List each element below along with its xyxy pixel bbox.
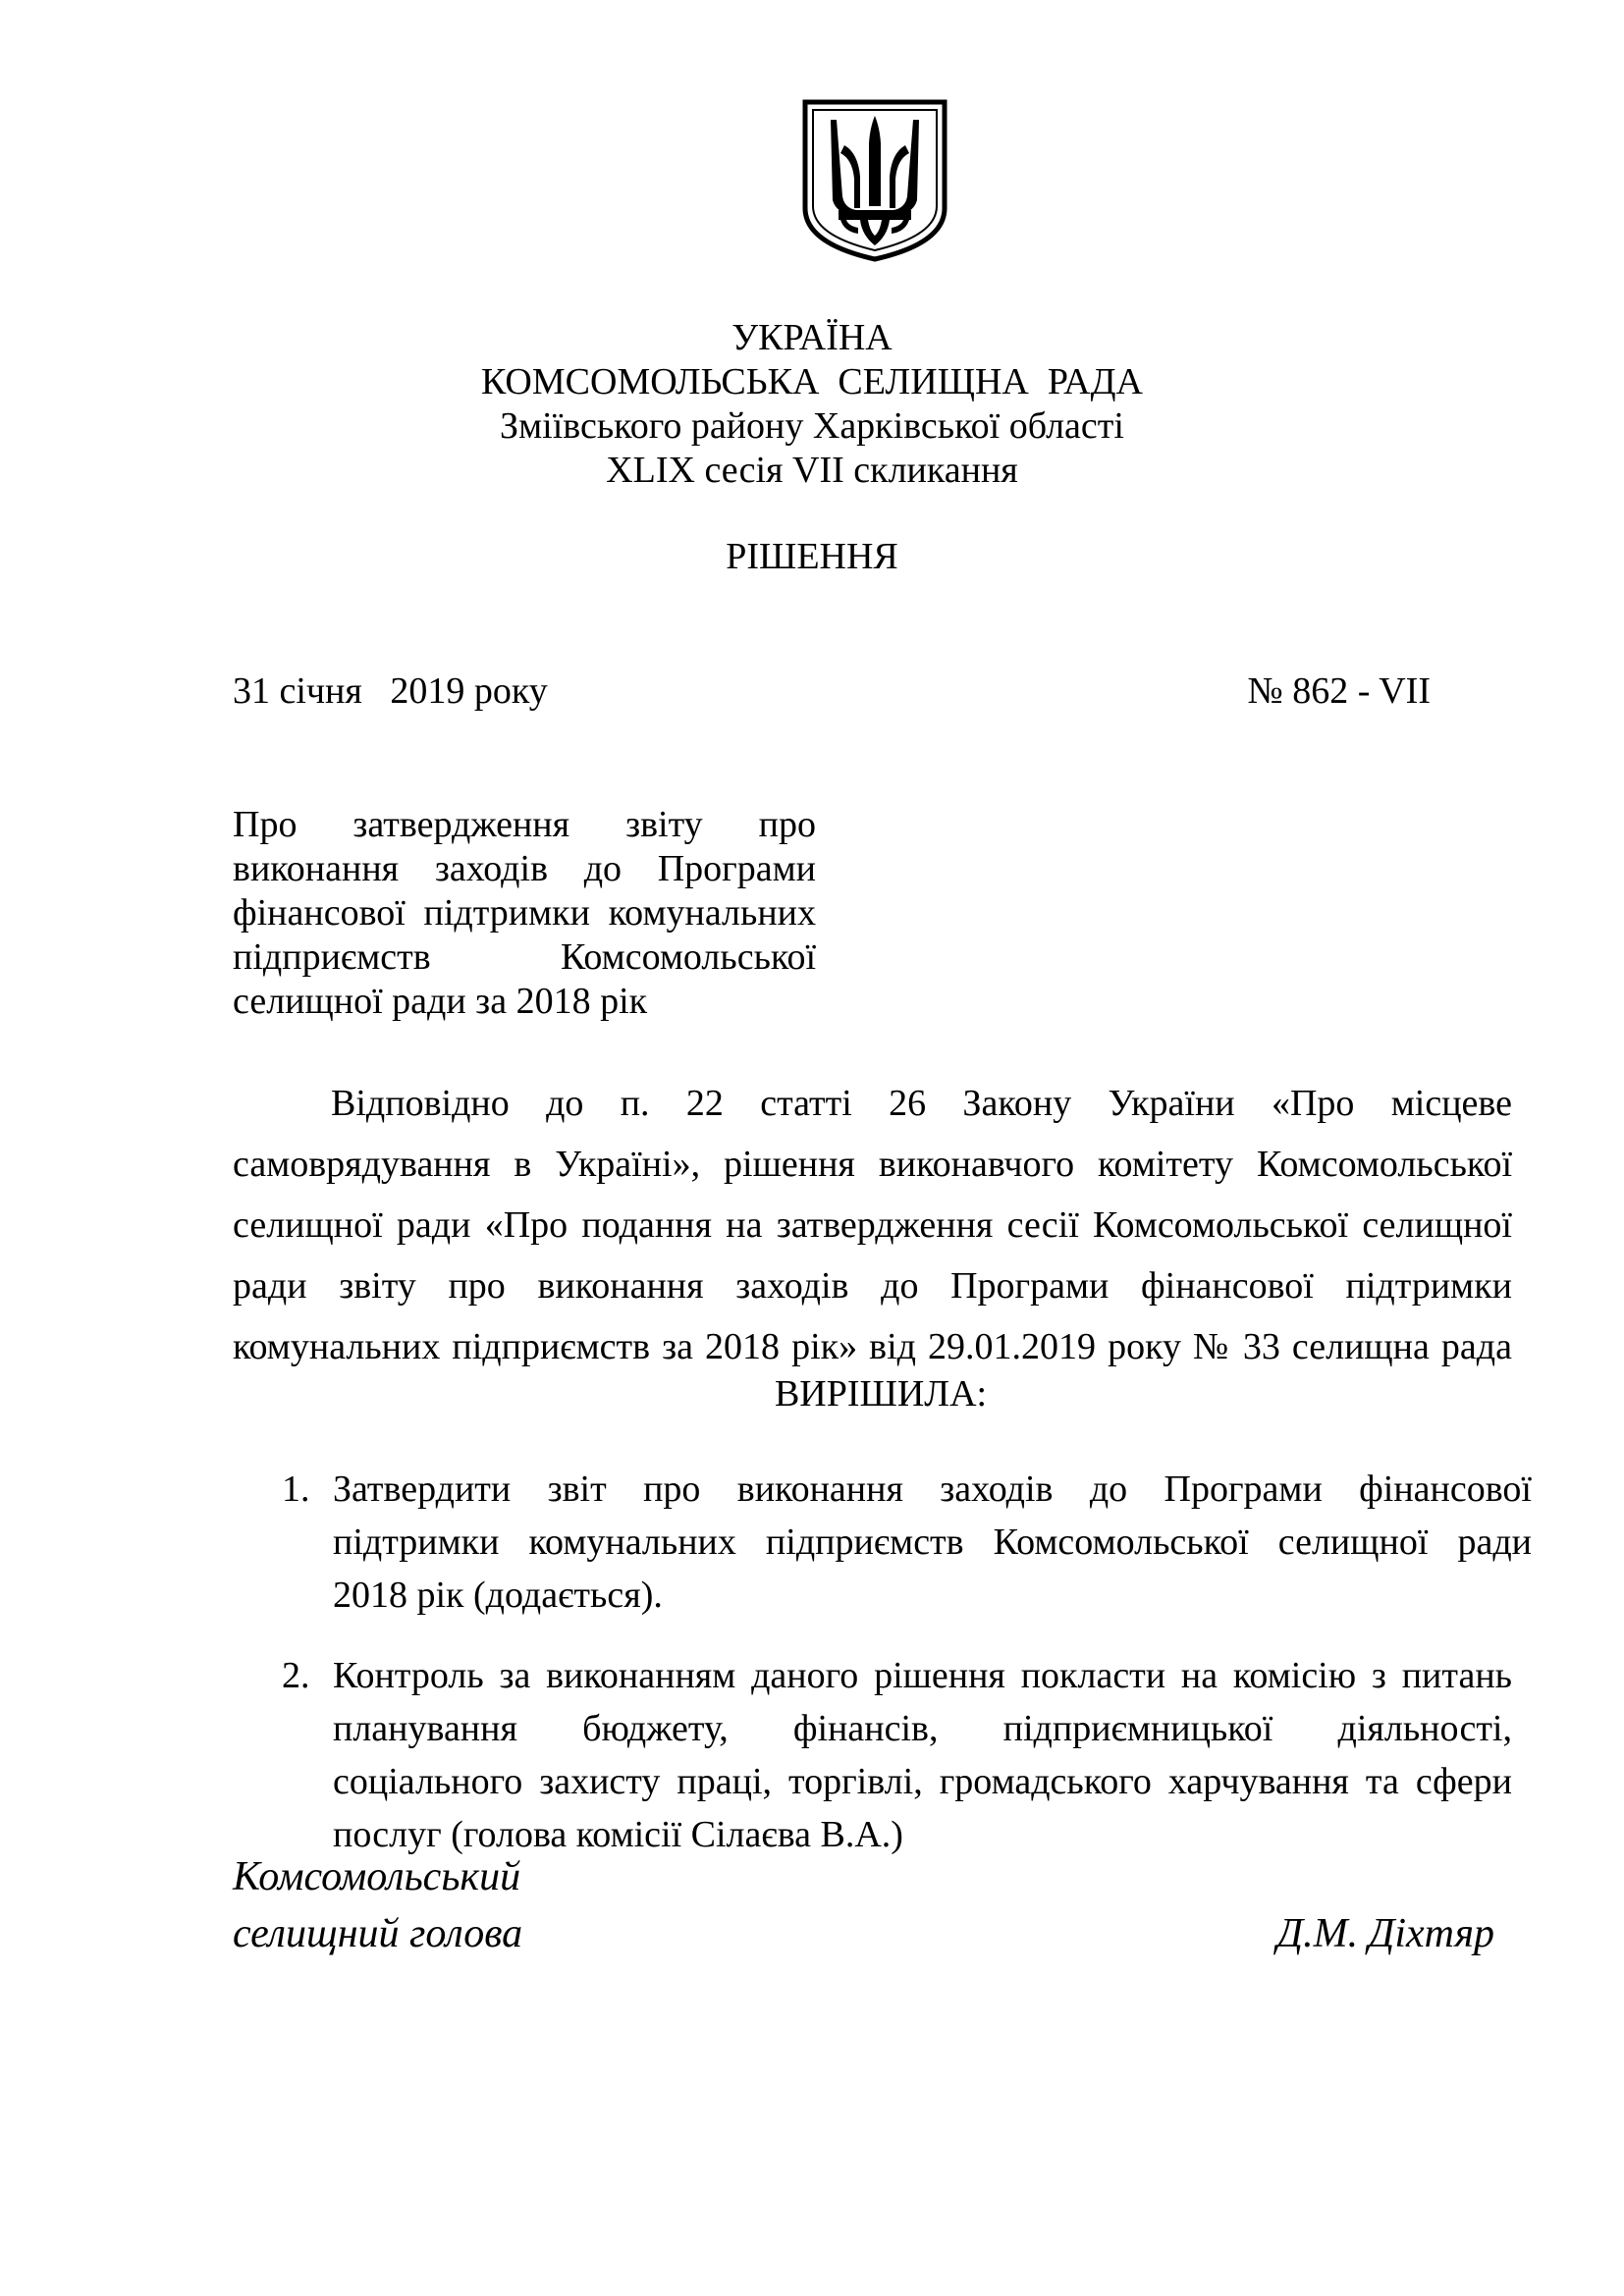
item-line: підтримки комунальних підприємств Комсомольської селищної ради (333, 1522, 1532, 1563)
item-number: 2. (282, 1655, 310, 1696)
header-council: КОМСОМОЛЬСЬКА СЕЛИЩНА РАДА (481, 361, 1143, 402)
subject-line: селищної ради за 2018 рік (233, 981, 648, 1022)
header-district: Зміївського району Харківської області (500, 405, 1124, 447)
subject-line: фінансової підтримки комунальних (233, 892, 816, 934)
decision-subject (233, 803, 816, 1024)
preamble-line: Відповідно до п. 22 статті 26 Закону України «Про місцеве (331, 1083, 1512, 1124)
item-line: Контроль за виконанням даного рішення покласти на комісію з питань (333, 1655, 1512, 1696)
resolution-item-2 (282, 1649, 1512, 1861)
preamble-paragraph (233, 1073, 1512, 1377)
preamble-line: самоврядування в Україні», рішення виконавчого комітету Комсомольської (233, 1144, 1512, 1185)
subject-line: Про затвердження звіту про (233, 804, 816, 845)
signatory-title-line2: селищний голова (233, 1911, 523, 1956)
item-line: 2018 рік (додається). (333, 1575, 663, 1616)
resolution-item-1 (282, 1463, 1532, 1622)
item-line: Затвердити звіт про виконання заходів до Програми фінансової (333, 1468, 1532, 1510)
item-line: планування бюджету, фінансів, підприємницької діяльності, (333, 1708, 1512, 1749)
signatory-title-line1: Комсомольський (233, 1854, 521, 1899)
item-line: соціального захисту праці, торгівлі, громадського харчування та сфери (333, 1761, 1512, 1802)
resolved-heading: ВИРІШИЛА: (774, 1373, 988, 1415)
preamble-line: селищної ради «Про подання на затвердження сесії Комсомольської селищної (233, 1204, 1512, 1246)
coat-of-arms-trident-icon (801, 98, 948, 263)
subject-line: підприємств Комсомольської (233, 936, 816, 978)
document-type-title: РІШЕННЯ (726, 536, 898, 577)
header-session: XLIX сесія VII скликання (606, 450, 1018, 491)
item-number: 1. (282, 1468, 310, 1510)
preamble-line: ради звіту про виконання заходів до Програми фінансової підтримки (233, 1265, 1512, 1307)
preamble-line: комунальних підприємств за 2018 рік» від 29.01.2019 року № 33 селищна рада (233, 1326, 1512, 1367)
decision-date: 31 січня 2019 року (233, 670, 548, 712)
item-line: послуг (голова комісії Сілаєва В.А.) (333, 1814, 903, 1855)
decision-number: № 862 - VII (1247, 670, 1431, 712)
signatory-name: Д.М. Діхтяр (1276, 1911, 1494, 1956)
header-country: УКРАЇНА (731, 317, 893, 358)
subject-line: виконання заходів до Програми (233, 848, 816, 889)
